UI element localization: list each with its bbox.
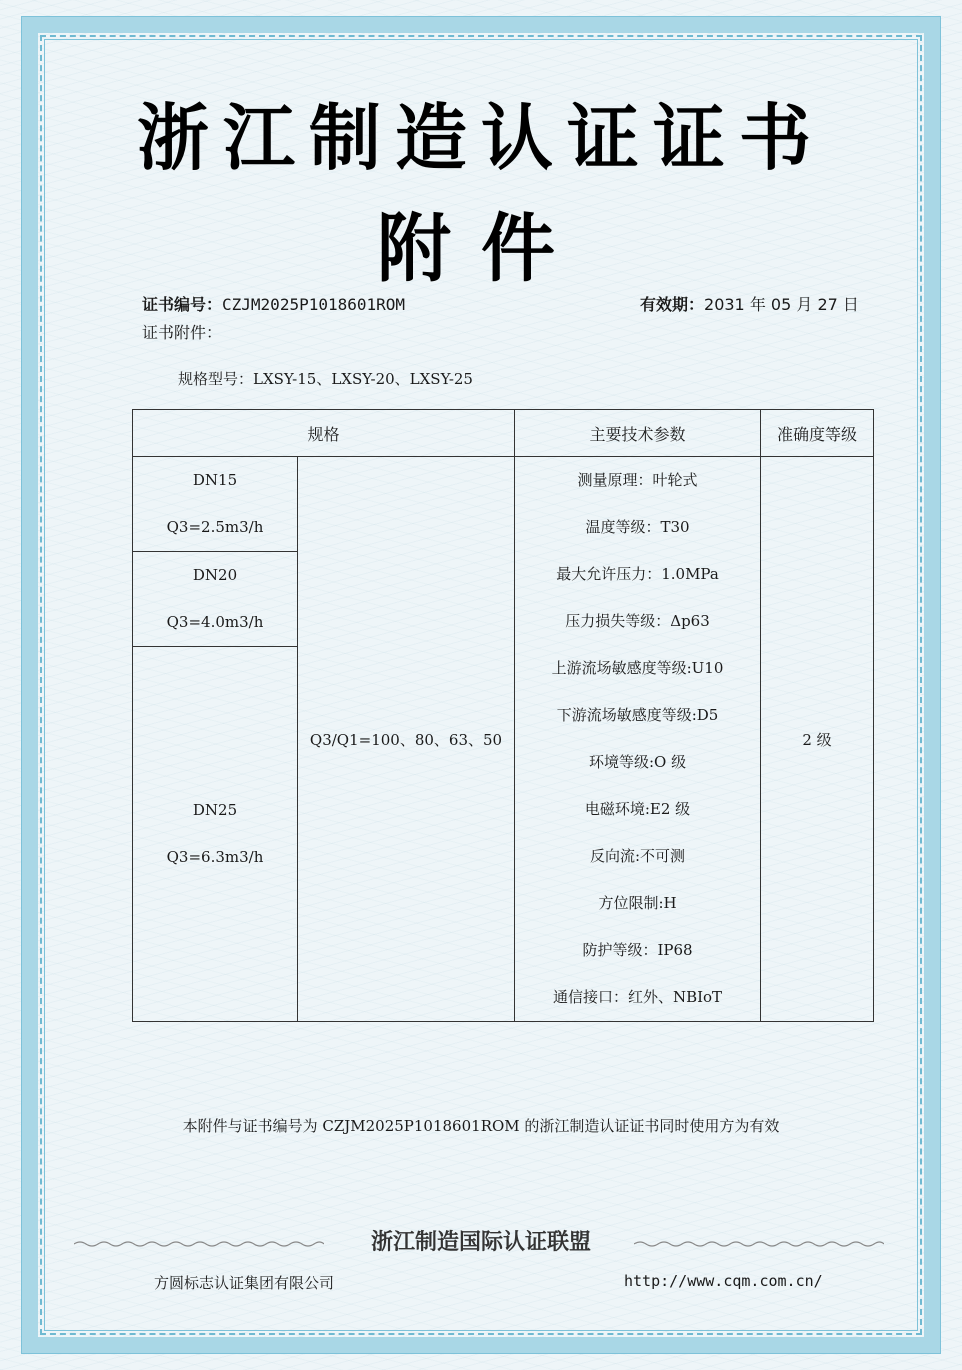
table-header-row <box>133 410 874 457</box>
certificate-title: 浙江制造认证证书 <box>136 95 825 180</box>
size-cell-dn25 <box>133 647 298 1022</box>
cert-number <box>142 292 405 315</box>
size-q3: Q3=6.3m3/h <box>166 848 264 866</box>
param-item: 防护等级：IP68 <box>582 941 693 959</box>
param-item: 测量原理：叶轮式 <box>577 471 698 489</box>
cert-number-label: 证书编号： <box>142 295 223 314</box>
validity-label: 有效期： <box>640 295 705 314</box>
params-cell <box>515 457 761 1022</box>
size-dn: DN15 <box>192 471 238 489</box>
accuracy-cell: 2 级 <box>761 457 874 1022</box>
param-item: 压力损失等级：Δp63 <box>565 612 710 630</box>
validity-footnote: 本附件与证书编号为 CZJM2025P1018601ROM 的浙江制造认证证书同时使用方为有效 <box>182 1117 780 1135</box>
alliance-name: 浙江制造国际认证联盟 <box>370 1230 591 1255</box>
size-dn: DN20 <box>192 566 238 584</box>
validity-value: 2031 年 05 月 27 日 <box>704 295 859 314</box>
header-spec: 规格 <box>133 410 515 457</box>
param-item: 反向流:不可测 <box>589 847 686 865</box>
cert-number-value: CZJM2025P1018601ROM <box>222 295 406 314</box>
param-item: 上游流场敏感度等级:U10 <box>551 659 724 677</box>
param-item: 环境等级:O 级 <box>588 753 687 771</box>
size-q3: Q3=2.5m3/h <box>166 518 264 536</box>
size-dn: DN25 <box>192 801 238 819</box>
website-url: http://www.cqm.com.cn/ <box>624 1272 823 1290</box>
header-params: 主要技术参数 <box>515 410 761 457</box>
param-item: 通信接口：红外、NBIoT <box>552 988 723 1006</box>
header-accuracy: 准确度等级 <box>761 410 874 457</box>
param-item: 方位限制:H <box>598 894 677 912</box>
validity <box>640 292 859 315</box>
param-item: 下游流场敏感度等级:D5 <box>556 706 719 724</box>
param-item: 电磁环境:E2 级 <box>584 800 691 818</box>
wave-ornament-right <box>634 1240 884 1248</box>
certificate-subtitle: 附件 <box>377 206 585 292</box>
ratio-cell: Q3/Q1=100、80、63、50 <box>298 457 515 1022</box>
spec-table <box>132 409 874 1022</box>
size-cell-dn15 <box>133 457 298 552</box>
company-name: 方圆标志认证集团有限公司 <box>154 1274 335 1292</box>
table-row <box>133 457 874 552</box>
size-cell-dn20 <box>133 552 298 647</box>
attachment-label: 证书附件： <box>142 323 223 342</box>
size-q3: Q3=4.0m3/h <box>166 613 264 631</box>
model-list: 规格型号：LXSY-15、LXSY-20、LXSY-25 <box>178 370 473 388</box>
param-item: 最大允许压力：1.0MPa <box>556 565 719 583</box>
param-item: 温度等级：T30 <box>585 518 690 536</box>
